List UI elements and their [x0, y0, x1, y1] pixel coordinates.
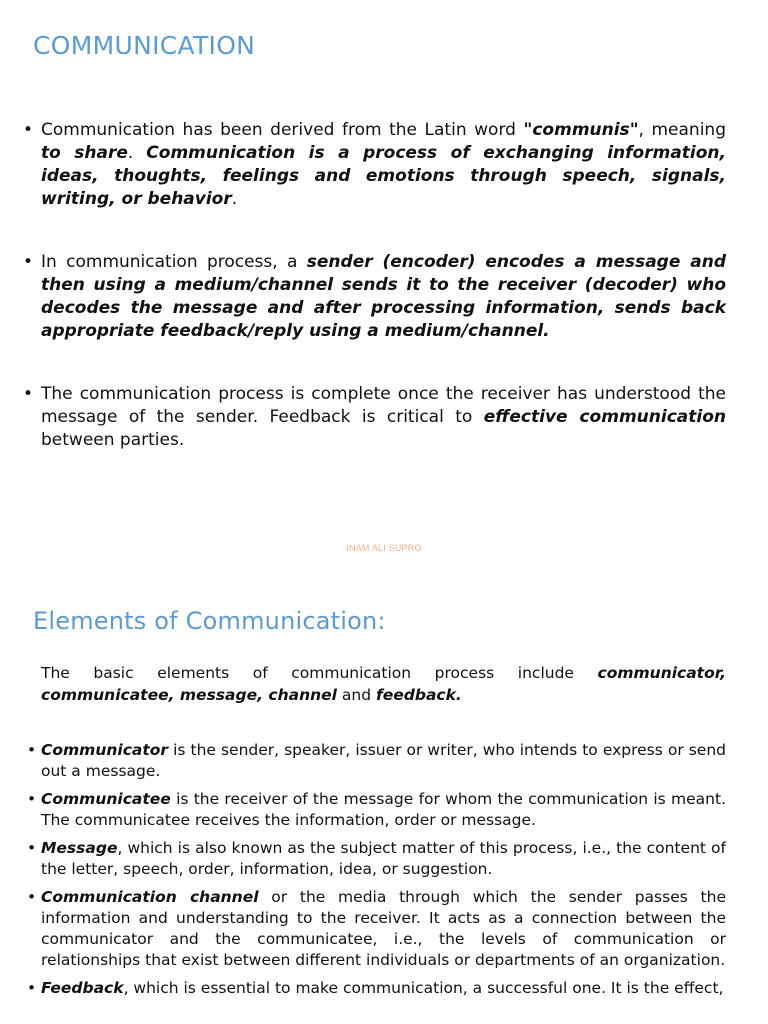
emphasis-text: to share [41, 143, 128, 163]
element-term: Communicatee [41, 790, 171, 808]
list-item [27, 978, 726, 999]
element-term: Communicator [41, 741, 169, 759]
emphasis-text: feedback. [375, 686, 462, 704]
element-description: is the receiver of the message for whom the communication is meant. The communicatee receives the information, order or message. [41, 790, 726, 829]
bullet-text: In communication process, a [41, 252, 307, 272]
element-description: or the media through which the sender passes the information and understanding to the receiver. It acts as a connection between the communicator and the communicatee, i.e., the levels of communication or relationships that exist between different individuals or departments of an organization. [41, 888, 726, 969]
emphasis-text: message [179, 686, 258, 704]
element-description: , which is also known as the subject matter of this process, i.e., the content of the letter, speech, order, information, idea, or suggestion. [41, 839, 726, 878]
bullet-text: , meaning [638, 120, 726, 140]
emphasis-text: sender (encoder) encodes a message and then using a medium/channel sends it to the receiver (decoder) who decodes the message and after processing information, sends back appropriate feedback/reply using a medium/channel. [41, 252, 726, 341]
bullet-list [23, 119, 726, 492]
list-item [27, 838, 726, 880]
intro-text: and [336, 686, 376, 704]
emphasis-text: , [168, 686, 180, 704]
bullet-text: between parties. [41, 430, 185, 450]
bullet-text: The communication process is complete once the receiver has understood the message of the sender. Feedback is critical to [41, 384, 726, 427]
element-term: Feedback [41, 979, 124, 997]
element-term: Communication channel [41, 888, 259, 906]
element-description: is the sender, speaker, issuer or writer, who intends to express or send out a message. [41, 741, 726, 780]
slide-title: COMMUNICATION [33, 31, 256, 60]
bullet-text: . [127, 143, 147, 163]
quote-mark: " [523, 120, 533, 140]
list-item [27, 740, 726, 782]
emphasis-text: communicator [597, 664, 721, 682]
emphasis-text: , [720, 664, 726, 682]
bullet-text: Communication has been derived from the Latin word [41, 120, 524, 140]
element-description: , which is essential to make communication, a successful one. It is the effect, [123, 979, 724, 997]
bullet-definition [23, 119, 726, 211]
list-item [27, 887, 726, 971]
author-footer: INAM ALI SUPRO [346, 543, 422, 553]
bullet-process [23, 251, 726, 343]
bullet-feedback [23, 383, 726, 452]
section-title: Elements of Communication: [33, 607, 386, 635]
elements-list [27, 740, 726, 1006]
quote-mark: " [629, 120, 639, 140]
bullet-text: . [231, 189, 238, 209]
emphasis-text: Communication is a process of exchanging information, ideas, thoughts, feelings and emotions through speech, signals, writing, or behavior [41, 143, 726, 209]
emphasis-text: effective communication [483, 407, 726, 427]
list-item [27, 789, 726, 831]
emphasis-text: communicatee [41, 686, 169, 704]
intro-text: The basic elements of communication process include [41, 664, 598, 682]
element-term: Message [41, 839, 118, 857]
emphasis-text: , [257, 686, 269, 704]
emphasis-text: channel [268, 686, 337, 704]
intro-paragraph [41, 662, 726, 706]
latin-word: communis [532, 120, 630, 140]
